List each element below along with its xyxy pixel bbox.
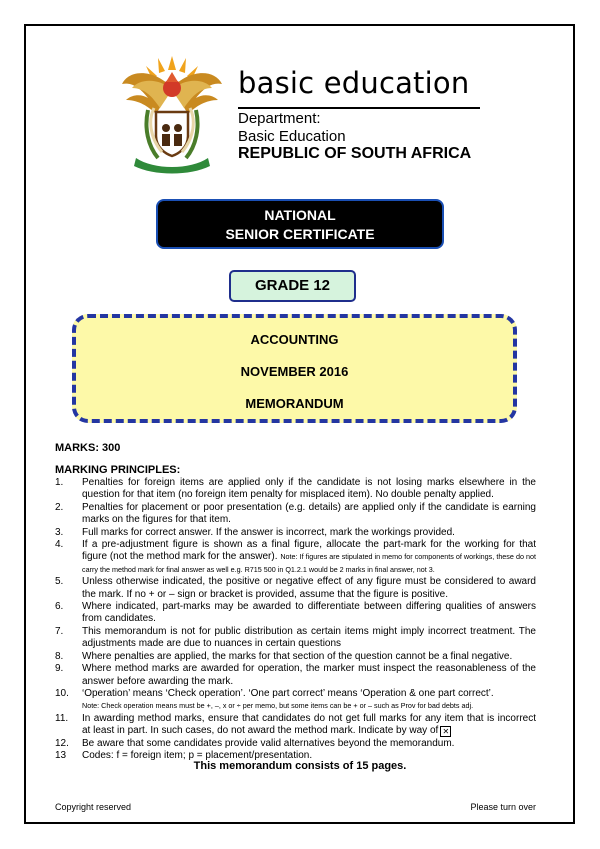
marking-principles-list: [55, 477, 536, 762]
country-name: REPUBLIC OF SOUTH AFRICA: [238, 145, 472, 162]
department-name: Basic Education: [238, 128, 346, 145]
certificate-title-line1: NATIONAL: [264, 207, 336, 223]
principle-item: 10. ‘Operation’ means ‘Check operation’. ‘One part correct’ means ‘Operation & one part correct’. Note: Check operation means must be +, –, x or ÷ per memo, but some items can be + or – such as Prov for bad debts adj.: [55, 687, 494, 711]
principle-item: 1. Penalties for foreign items are applied only if the candidate is not losing marks elsewhere in the question for that item (no foreign item penalty for misplaced item). No double penalty applied.: [55, 477, 536, 501]
principle-item: 2. Penalties for placement or poor presentation (e.g. details) are applied only if the candidate is earning marks on the figures for that item.: [55, 501, 536, 526]
principle-note: Note: Check operation means must be +, –, x or ÷ per memo, but some items can be + or – such as Prov for bad debts adj.: [82, 701, 474, 711]
principle-item: 9. Where method marks are awarded for operation, the marker must inspect the reasonableness of the answer before awarding the mark.: [55, 663, 536, 687]
cross-box-icon: ✕: [440, 726, 451, 737]
certificate-title-box: [156, 199, 444, 249]
footer-copyright: Copyright reserved: [55, 802, 132, 812]
principle-item: 5. Unless otherwise indicated, the positive or negative effect of any figure must be considered to award the mark. If no + or – sign or bracket is provided, assume that the figure is positive.: [55, 576, 536, 600]
principle-item: 7. This memorandum is not for public distribution as certain items might imply incorrect treatment. The adjustments made are due to nuances in certain questions: [55, 625, 536, 650]
principle-item: 4. If a pre-adjustment figure is shown as a final figure, allocate the part-mark for the working for that figure (not the method mark for the answer). Note: If figures are stipulated in memo for components of workings, these do not carry the method mark for final answer as well e.g. R715 500 in Q1.2.1 would be 2 marks in final answer, not 3.: [55, 539, 536, 574]
total-marks: MARKS: 300: [55, 442, 121, 454]
principle-note: Note: If figures are stipulated in memo for components of workings, these do not carry the method mark for final answer as well e.g. R715 500 in Q1.2.1 would be 2 marks in final answer, not 3.: [82, 552, 536, 574]
principle-item: 6. Where indicated, part-marks may be awarded to differentiate between differing qualities of answers from candidates.: [55, 601, 536, 625]
grade-badge: GRADE 12: [229, 270, 356, 302]
subject-box: [72, 314, 517, 423]
certificate-title-line2: SENIOR CERTIFICATE: [225, 226, 375, 242]
footer-turn-over: Please turn over: [470, 802, 536, 812]
exam-session: NOVEMBER 2016: [240, 364, 349, 379]
brand-divider: [238, 107, 480, 109]
brand-title: basic education: [238, 66, 470, 100]
principle-item: 12. Be aware that some candidates provide valid alternatives beyond the memorandum.: [55, 737, 455, 749]
principle-item: 13 Codes: f = foreign item; p = placement/presentation.: [55, 749, 313, 761]
page-count-note: This memorandum consists of 15 pages.: [193, 760, 407, 772]
coat-of-arms-icon: [118, 48, 226, 176]
subject-name: ACCOUNTING: [250, 332, 339, 347]
department-label: Department:: [238, 110, 321, 127]
marking-principles-heading: MARKING PRINCIPLES:: [55, 464, 181, 476]
principle-item: 8. Where penalties are applied, the marks for that section of the question cannot be a final negative.: [55, 650, 513, 662]
principle-item: 3. Full marks for correct answer. If the answer is incorrect, mark the workings provided.: [55, 526, 455, 538]
document-type: MEMORANDUM: [245, 396, 344, 411]
principle-item: 11. In awarding method marks, ensure that candidates do not get full marks for any item that is incorrect at least in part. In such cases, do not award the method mark. Indicate by way of ✕: [55, 712, 536, 737]
